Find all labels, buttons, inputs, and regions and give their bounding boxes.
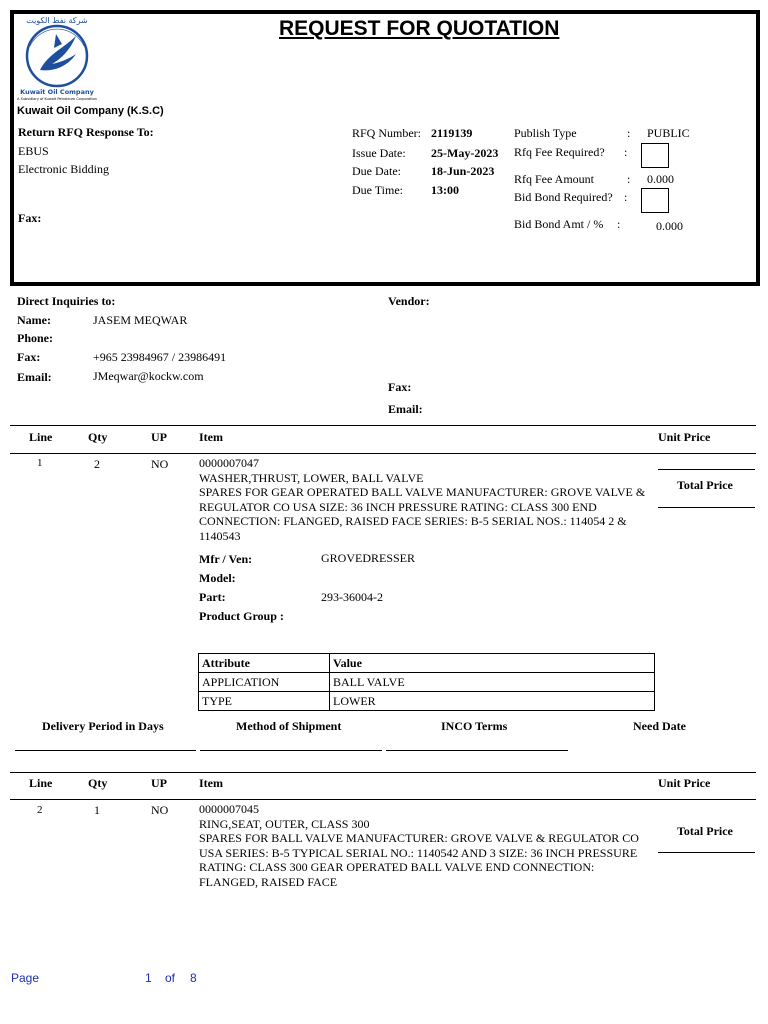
rfq-fee-required-label: Rfq Fee Required?	[514, 145, 605, 159]
delivery-period-field-line[interactable]	[15, 750, 196, 751]
inquiry-fax-label: Fax:	[17, 350, 41, 364]
col-item-header: Item	[199, 430, 223, 444]
item2-up: NO	[151, 803, 169, 817]
rfq-number-value: 2119139	[431, 126, 473, 140]
item2-name: RING,SEAT, OUTER, CLASS 300	[199, 817, 370, 831]
rfq-title: REQUEST FOR QUOTATION	[279, 17, 560, 40]
item2-line: 2	[37, 804, 43, 816]
page-label: Page	[11, 971, 40, 985]
issue-date-label: Issue Date:	[352, 146, 406, 160]
shipment-method-label: Method of Shipment	[236, 719, 342, 733]
delivery-period-label: Delivery Period in Days	[42, 719, 164, 733]
item1-name: WASHER,THRUST, LOWER, BALL VALVE	[199, 471, 424, 485]
item1-header-bottom-rule	[10, 453, 756, 454]
item1-total-price-bottom-rule	[658, 507, 755, 508]
shipment-method-field-line[interactable]	[200, 750, 382, 751]
inquiry-name-label: Name:	[17, 313, 51, 327]
item1-description: SPARES FOR GEAR OPERATED BALL VALVE MANUFACTURER: GROVE VALVE & REGULATOR CO USA SIZE: 36 INCH PRESSURE RATING: CLASS 300 END CONNECTION: FLANGED, RAISED FACE SERIES: B-5 SERIAL NOS.: 114054 2 & 1140543	[199, 485, 646, 543]
rfq-fee-amount-label: Rfq Fee Amount	[514, 172, 594, 186]
item2-header-top-rule	[10, 772, 756, 773]
table-row	[199, 692, 655, 711]
inquiry-fax-value: +965 23984967 / 23986491	[93, 350, 227, 364]
col-line-header: Line	[29, 430, 53, 444]
need-date-label: Need Date	[633, 719, 686, 733]
vendor-fax-label: Fax:	[388, 380, 412, 394]
col-line-header: Line	[29, 776, 53, 790]
item1-header-top-rule	[10, 425, 756, 426]
item1-attribute-table	[198, 653, 655, 711]
publish-type-colon: :	[627, 126, 631, 140]
item1-code: 0000007047	[199, 456, 259, 470]
value-header: Value	[330, 654, 655, 673]
page-number: 1	[145, 971, 152, 985]
item2-code: 0000007045	[199, 802, 259, 816]
attribute-table-header-row	[199, 654, 655, 673]
direct-inquiries-heading: Direct Inquiries to:	[17, 294, 116, 308]
item1-part-value: 293-36004-2	[321, 590, 383, 604]
item2-qty: 1	[94, 803, 100, 817]
company-name: Kuwait Oil Company (K.S.C)	[17, 105, 164, 117]
attribute-value: BALL VALVE	[330, 673, 655, 692]
col-up-header: UP	[151, 430, 167, 444]
return-rfq-label: Return RFQ Response To:	[18, 125, 154, 139]
inquiry-phone-label: Phone:	[17, 331, 53, 345]
due-time-value: 13:00	[431, 183, 459, 197]
col-unit-price-header: Unit Price	[658, 430, 711, 444]
due-time-label: Due Time:	[352, 183, 404, 197]
item2-description: SPARES FOR BALL VALVE MANUFACTURER: GROVE VALVE & REGULATOR CO USA SERIES: B-5 TYPICAL SERIAL NO.: 1140542 AND 3 SIZE: 36 INCH PRESSURE RATING: CLASS 300 GEAR OPERATED BALL VALVE END CONNECTION: FLANGED, RAISED FACE	[199, 831, 639, 889]
kuwait-oil-company-logo	[16, 14, 98, 102]
bid-bond-required-colon: :	[624, 190, 628, 204]
item1-mfr-value: GROVEDRESSER	[321, 551, 416, 565]
col-qty-header: Qty	[88, 776, 108, 790]
return-rfq-line1: EBUS	[18, 144, 49, 158]
item2-total-price-bottom-rule	[658, 852, 755, 853]
bid-bond-amt-colon: :	[617, 217, 621, 231]
return-rfq-line2: Electronic Bidding	[18, 162, 109, 176]
publish-type-label: Publish Type	[514, 126, 577, 140]
rfq-fee-required-checkbox[interactable]	[641, 143, 669, 168]
inco-terms-field-line[interactable]	[386, 750, 568, 751]
bid-bond-required-label: Bid Bond Required?	[514, 190, 613, 204]
svg-text:شركة نفط الكويت: شركة نفط الكويت	[26, 16, 88, 25]
svg-text:A Subsidiary of Kuwait Petrole: A Subsidiary of Kuwait Petroleum Corporation	[17, 97, 97, 101]
bid-bond-amt-value: 0.000	[656, 219, 683, 233]
col-qty-header: Qty	[88, 430, 108, 444]
col-unit-price-header: Unit Price	[658, 776, 711, 790]
rfq-number-label: RFQ Number:	[352, 126, 421, 140]
attribute-name: APPLICATION	[199, 673, 330, 692]
svg-text:Kuwait Oil Company: Kuwait Oil Company	[20, 88, 94, 96]
publish-type-value: PUBLIC	[647, 126, 690, 140]
due-date-value: 18-Jun-2023	[431, 164, 495, 178]
col-up-header: UP	[151, 776, 167, 790]
bid-bond-required-checkbox[interactable]	[641, 188, 669, 213]
item1-up: NO	[151, 457, 169, 471]
item1-model-label: Model:	[199, 571, 236, 585]
inquiry-email-value[interactable]: JMeqwar@kockw.com	[93, 369, 204, 383]
item1-mfr-label: Mfr / Ven:	[199, 552, 253, 566]
attribute-name: TYPE	[199, 692, 330, 711]
page-of-label: of	[165, 971, 176, 985]
item1-part-label: Part:	[199, 590, 226, 604]
bid-bond-amt-label: Bid Bond Amt / %	[514, 217, 604, 231]
rfq-fee-amount-value: 0.000	[647, 172, 674, 186]
item1-product-group-label: Product Group :	[199, 609, 284, 623]
col-item-header: Item	[199, 776, 223, 790]
item1-line: 1	[37, 457, 43, 469]
item1-total-price-top-rule	[658, 469, 755, 470]
page-total: 8	[190, 971, 197, 985]
vendor-email-label: Email:	[388, 402, 423, 416]
item2-header-bottom-rule	[10, 799, 756, 800]
issue-date-value: 25-May-2023	[431, 146, 499, 160]
rfq-fee-amount-colon: :	[627, 172, 631, 186]
inquiry-name-value: JASEM MEQWAR	[93, 313, 188, 327]
item1-total-price-label: Total Price	[677, 478, 733, 492]
vendor-heading: Vendor:	[388, 294, 430, 308]
inquiry-email-label: Email:	[17, 370, 52, 384]
due-date-label: Due Date:	[352, 164, 401, 178]
rfq-fee-required-colon: :	[624, 145, 628, 159]
table-row	[199, 673, 655, 692]
item2-total-price-label: Total Price	[677, 824, 733, 838]
item1-qty: 2	[94, 457, 100, 471]
attribute-header: Attribute	[199, 654, 330, 673]
attribute-value: LOWER	[330, 692, 655, 711]
header-fax-label: Fax:	[18, 211, 42, 225]
inco-terms-label: INCO Terms	[441, 719, 508, 733]
